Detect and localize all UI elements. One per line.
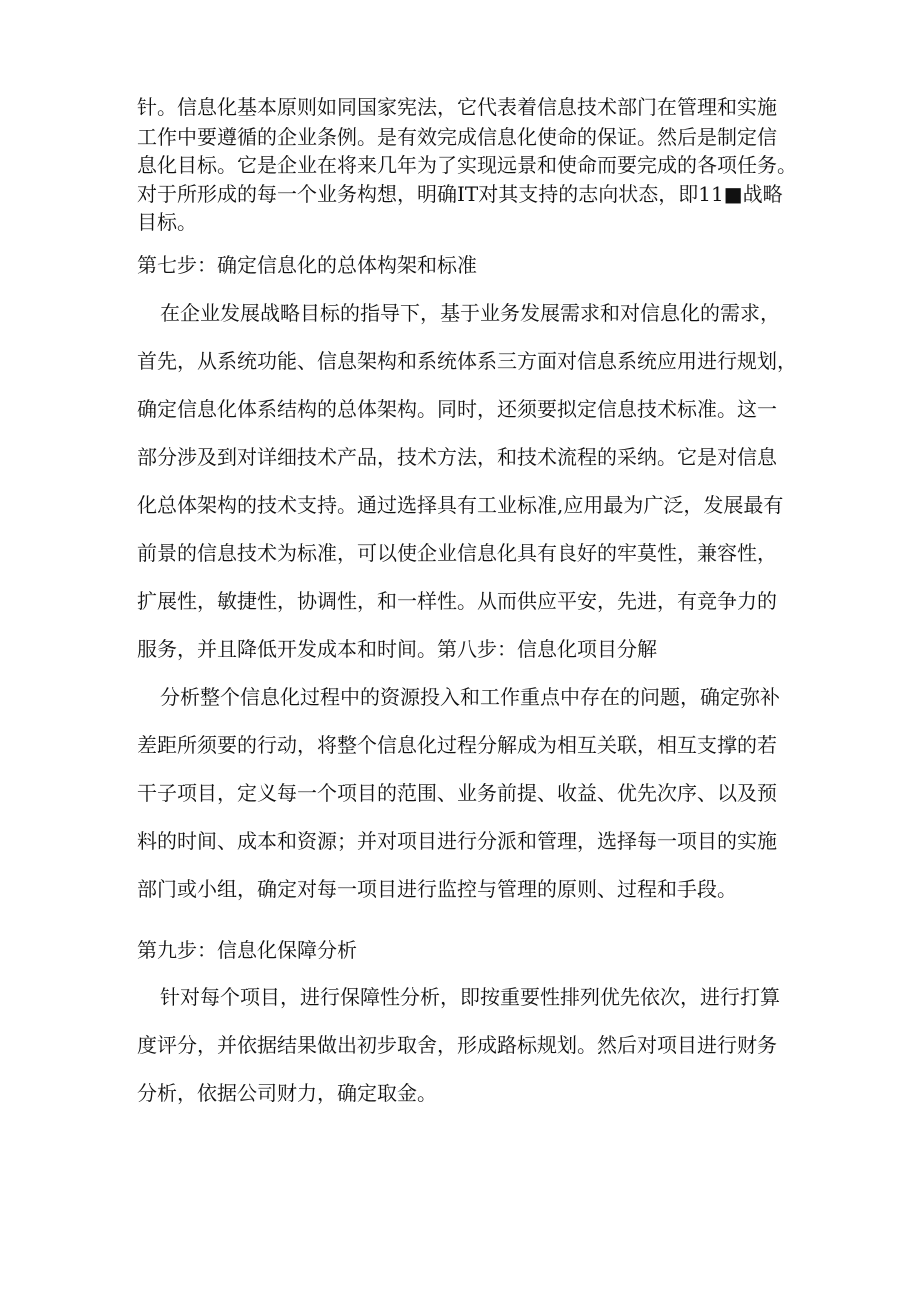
step9-line-3: 分析，依据公司财力，确定取金。 — [137, 1081, 437, 1105]
intro-line-2: 工作中要遵循的企业条例。是有效完成信息化使命的保证。然后是制定信 — [137, 125, 777, 149]
step7-line-2: 首先，从系统功能、信息架构和系统体系三方面对信息系统应用进行规划， — [137, 349, 797, 373]
step9-heading: 第九步：信息化保障分析 — [137, 938, 357, 962]
intro-line-3: 息化目标。它是企业在将来几年为了实现远景和使命而要完成的各项任务。 — [137, 153, 797, 177]
step7-line-7: 扩展性，敏捷性，协调性，和一样性。从而供应平安，先进，有竞争力的 — [137, 589, 777, 613]
step8-line-5: 部门或小组，确定对每一项目进行监控与管理的原则、过程和手段。 — [137, 877, 737, 901]
step7-line-3: 确定信息化体系结构的总体架构。同时，还须要拟定信息技术标准。这一 — [137, 397, 777, 421]
intro-line-5: 目标。 — [137, 210, 197, 234]
step7-line-5: 化总体架构的技术支持。通过选择具有工业标准,应用最为广泛，发展最有 — [137, 493, 784, 517]
step8-line-1: 分析整个信息化过程中的资源投入和工作重点中存在的问题，确定弥补 — [160, 685, 780, 709]
step9-line-2: 度评分，并依据结果做出初步取舍，形成路标规划。然后对项目进行财务 — [137, 1033, 777, 1057]
step7-line-1: 在企业发展战略目标的指导下，基于业务发展需求和对信息化的需求， — [160, 301, 780, 325]
step8-line-3: 干子项目，定义每一个项目的范围、业务前提、收益、优先次序、以及预 — [137, 781, 777, 805]
intro-line-1: 针。信息化基本原则如同国家宪法，它代表着信息技术部门在管理和实施 — [137, 95, 777, 119]
intro-line-4: 对于所形成的每一个业务构想，明确IT对其支持的志向状态，即11■战略 — [137, 182, 783, 206]
step7-line-4: 部分涉及到对详细技术产品，技术方法，和技术流程的采纳。它是对信息 — [137, 445, 777, 469]
step9-line-1: 针对每个项目，进行保障性分析，即按重要性排列优先依次，进行打算 — [160, 985, 780, 1009]
step7-heading: 第七步：确定信息化的总体构架和标准 — [137, 253, 477, 277]
step8-line-2: 差距所须要的行动，将整个信息化过程分解成为相互关联，相互支撑的若 — [137, 733, 777, 757]
step8-line-4: 料的时间、成本和资源；并对项目进行分派和管理，选择每一项目的实施 — [137, 829, 777, 853]
step7-line-8: 服务，并且降低开发成本和时间。第八步：信息化项目分解 — [137, 637, 657, 661]
step7-line-6: 前景的信息技术为标准，可以使企业信息化具有良好的牢莫性，兼容性， — [137, 541, 777, 565]
